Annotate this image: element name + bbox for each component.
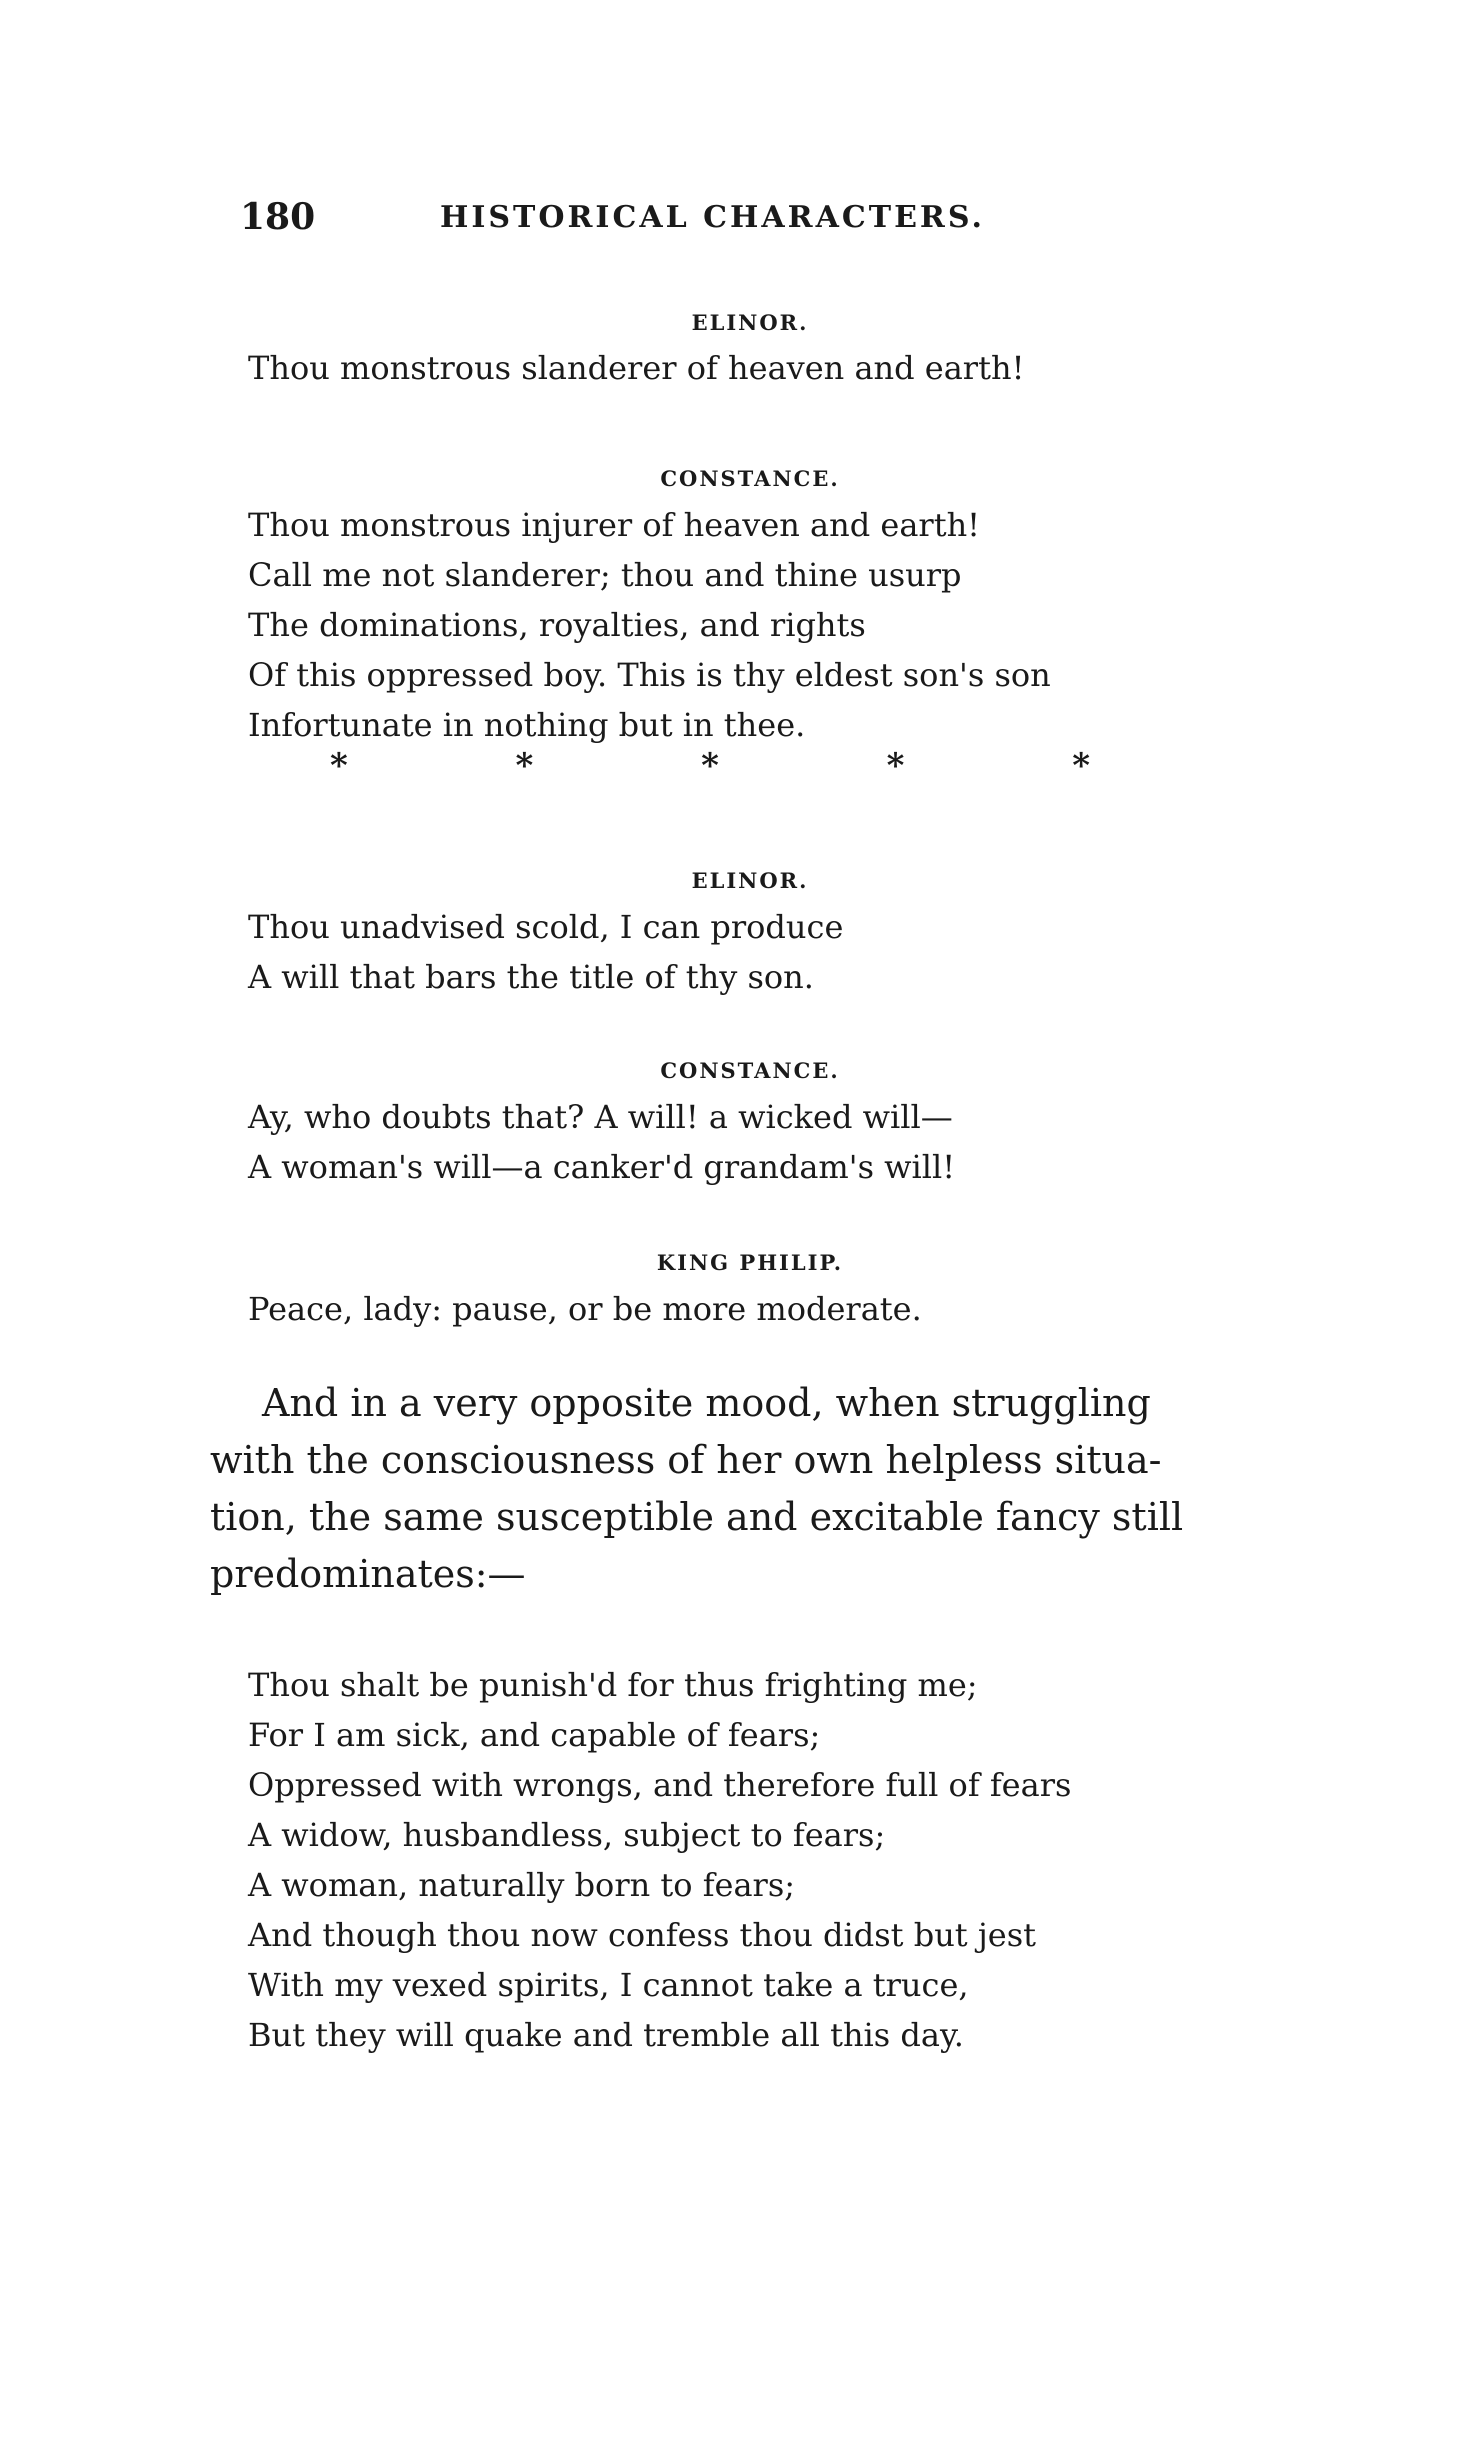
page-header	[240, 196, 1260, 246]
speaker-name: CONSTANCE.	[660, 1058, 840, 1083]
asterisk: *	[1072, 746, 1090, 786]
verse-block	[248, 1092, 955, 1192]
prose-text: with the consciousness of her own helpless situa-	[210, 1438, 1162, 1482]
asterisk: *	[515, 746, 534, 786]
verse-line: For I am sick, and capable of fears;	[248, 1716, 821, 1754]
verse-line: Oppressed with wrongs, and therefore full of fears	[248, 1766, 1072, 1804]
verse-block	[248, 343, 1024, 393]
verse-line: A will that bars the title of thy son.	[248, 958, 814, 996]
verse-line: But they will quake and tremble all this day.	[248, 2016, 964, 2054]
verse-line: A woman, naturally born to fears;	[248, 1866, 796, 1904]
page-number: 180	[240, 196, 316, 238]
closing-verse-block	[248, 1660, 1071, 2060]
prose-paragraph	[210, 1375, 1200, 1603]
verse-line: The dominations, royalties, and rights	[248, 606, 866, 644]
verse-line: And though thou now confess thou didst but jest	[248, 1916, 1036, 1954]
prose-line	[210, 1432, 1200, 1489]
prose-text: tion, the same susceptible and excitable fancy still	[210, 1495, 1184, 1539]
verse-line: Thou shalt be punish'd for thus frighting me;	[248, 1666, 978, 1704]
verse-line: With my vexed spirits, I cannot take a truce,	[248, 1966, 969, 2004]
speaker-name: KING PHILIP.	[656, 1250, 844, 1275]
verse-line: A woman's will—a canker'd grandam's will!	[248, 1148, 956, 1186]
verse-block	[248, 1284, 922, 1334]
asterisk: *	[330, 746, 348, 786]
prose-text: And in a very opposite mood, when struggling	[262, 1381, 1151, 1425]
verse-line: A widow, husbandless, subject to fears;	[248, 1816, 886, 1854]
speaker-name: CONSTANCE.	[660, 466, 840, 491]
verse-line: Call me not slanderer; thou and thine usurp	[248, 556, 962, 594]
verse-line: Infortunate in nothing but in thee.	[248, 706, 806, 744]
verse-line: Thou monstrous injurer of heaven and earth!	[248, 506, 981, 544]
verse-line: Ay, who doubts that? A will! a wicked will—	[248, 1098, 953, 1136]
verse-block	[248, 500, 1051, 750]
speaker-name: ELINOR.	[691, 310, 809, 335]
prose-line	[210, 1489, 1200, 1546]
asterisk: *	[701, 746, 719, 786]
verse-line: Of this oppressed boy. This is thy eldest son's son	[248, 656, 1051, 694]
speaker-name: ELINOR.	[691, 868, 809, 893]
verse-line: Thou monstrous slanderer of heaven and earth!	[248, 349, 1025, 387]
asterisk: *	[886, 746, 905, 786]
section-break-asterisks	[330, 746, 1090, 786]
running-title: HISTORICAL CHARACTERS.	[440, 200, 985, 235]
prose-line: predominates:—	[210, 1552, 526, 1596]
verse-line: Peace, lady: pause, or be more moderate.	[248, 1290, 922, 1328]
prose-line	[210, 1375, 1200, 1432]
verse-block	[248, 902, 843, 1002]
verse-line: Thou unadvised scold, I can produce	[248, 908, 844, 946]
